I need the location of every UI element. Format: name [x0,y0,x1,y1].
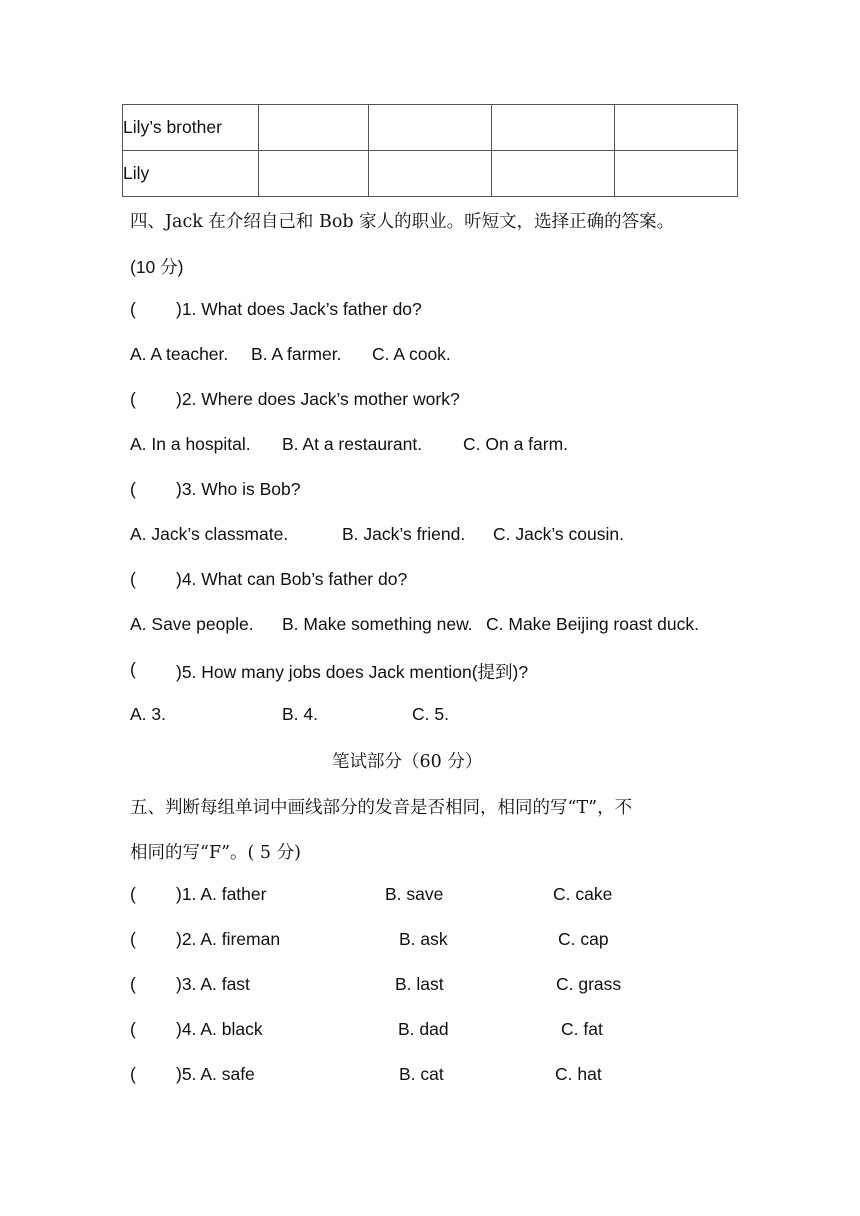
answer-table [122,104,738,197]
answer-paren[interactable]: ( [130,299,136,319]
option-a: A. A teacher. [130,344,229,364]
word-b: B. ask [399,929,448,949]
answer-paren[interactable]: ( [130,479,136,499]
section4-score: (10 分) [130,257,184,277]
option-c: C. Jack’s cousin. [493,524,624,544]
option-c: C. 5. [412,704,449,724]
word-c: C. grass [556,974,622,994]
option-a: A. 3. [130,704,166,724]
answer-paren[interactable]: ( [130,929,136,949]
written-part-title: 笔试部分（60 分） [332,752,483,772]
question-text: )5. How many jobs does Jack mention(提到)? [176,662,529,682]
word-a: )4. A. black [176,1019,263,1039]
option-b: B. 4. [282,704,318,724]
word-b: B. last [395,974,444,994]
answer-paren[interactable]: ( [130,1064,136,1084]
option-b: B. At a restaurant. [282,434,423,454]
answer-paren[interactable]: ( [130,389,136,409]
word-b: B. dad [398,1019,449,1039]
option-a: A. Save people. [130,614,254,634]
table-row [123,105,738,151]
question-text: )4. What can Bob’s father do? [176,569,408,589]
word-c: C. cap [558,929,609,949]
row-label: Lily’s brother [123,105,259,151]
answer-paren[interactable]: ( [130,1019,136,1039]
word-a: )3. A. fast [176,974,250,994]
option-a: A. In a hospital. [130,434,251,454]
row-label: Lily [123,151,259,197]
option-b: B. Make something new. [282,614,473,634]
answer-paren[interactable]: ( [130,659,136,679]
answer-paren[interactable]: ( [130,884,136,904]
option-c: C. On a farm. [463,434,569,454]
question-text: )1. What does Jack’s father do? [176,299,422,319]
option-c: C. Make Beijing roast duck. [486,614,700,634]
table-cell[interactable] [369,105,492,151]
word-a: )2. A. fireman [176,929,281,949]
option-b: B. A farmer. [251,344,342,364]
table-cell[interactable] [492,151,615,197]
question-text: )2. Where does Jack’s mother work? [176,389,460,409]
table-cell[interactable] [259,151,369,197]
option-b: B. Jack’s friend. [342,524,466,544]
table-cell[interactable] [615,105,738,151]
answer-paren[interactable]: ( [130,974,136,994]
word-b: B. cat [399,1064,444,1084]
question-text: )3. Who is Bob? [176,479,301,499]
answer-paren[interactable]: ( [130,569,136,589]
word-c: C. hat [555,1064,602,1084]
option-c: C. A cook. [372,344,451,364]
word-c: C. cake [553,884,613,904]
word-b: B. save [385,884,444,904]
word-a: )5. A. safe [176,1064,255,1084]
section5-heading-cont: 相同的写“F”。( 5 分) [130,843,301,863]
section4-heading: 四、Jack 在介绍自己和 Bob 家人的职业。听短文，选择正确的答案。 [130,212,675,232]
table-row [123,151,738,197]
option-a: A. Jack’s classmate. [130,524,289,544]
word-c: C. fat [561,1019,603,1039]
table-cell[interactable] [615,151,738,197]
word-a: )1. A. father [176,884,267,904]
table-cell[interactable] [369,151,492,197]
table-cell[interactable] [492,105,615,151]
table-cell[interactable] [259,105,369,151]
section5-heading: 五、判断每组单词中画线部分的发音是否相同，相同的写“T”，不 [130,798,633,818]
